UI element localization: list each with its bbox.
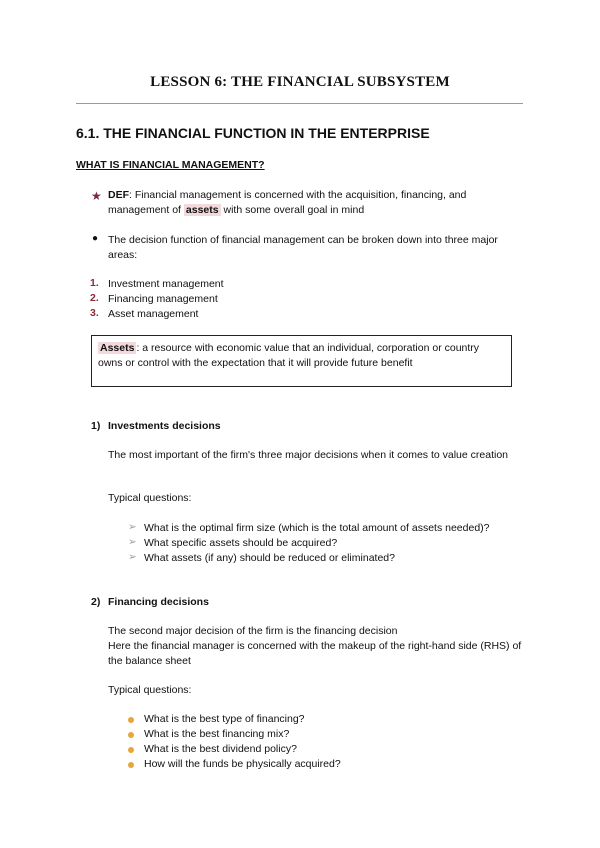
investment-question: What specific assets should be acquired?: [144, 537, 338, 549]
assets-term: Assets: [100, 342, 135, 354]
star-icon: ★: [91, 189, 102, 203]
orange-bullet-icon: [128, 762, 134, 768]
financing-number: 2): [91, 596, 101, 608]
investments-typical-label: Typical questions:: [108, 492, 192, 504]
investment-question: What is the optimal firm size (which is the total amount of assets needed)?: [144, 522, 490, 534]
bullet-dot-icon: ●: [92, 233, 99, 244]
assets-definition-box: [91, 335, 512, 387]
financing-question: What is the best dividend policy?: [144, 743, 297, 755]
orange-bullet-icon: [128, 747, 134, 753]
investments-title: Investments decisions: [108, 420, 221, 432]
arrow-bullet-icon: ➢: [128, 551, 137, 563]
area-item: Financing management: [108, 293, 218, 305]
section-heading: 6.1. THE FINANCIAL FUNCTION IN THE ENTERPRISE: [76, 125, 430, 141]
investments-text: The most important of the firm's three major decisions when it comes to value creation: [108, 449, 509, 461]
orange-bullet-icon: [128, 717, 134, 723]
investments-heading: [91, 420, 221, 432]
def-text-a: : Financial management is concerned with the acquisition, financing, and management of: [108, 189, 467, 216]
orange-bullet-icon: [128, 732, 134, 738]
financing-title: Financing decisions: [108, 596, 209, 608]
financing-question: What is the best type of financing?: [144, 713, 305, 725]
investment-question: What assets (if any) should be reduced or eliminated?: [144, 552, 395, 564]
financing-typical-label: Typical questions:: [108, 684, 192, 696]
financing-text-2: Here the financial manager is concerned with the makeup of the right-hand side (RHS) of the balance sheet: [108, 640, 522, 667]
financing-question: How will the funds be physically acquired?: [144, 758, 341, 770]
area-number: 1.: [90, 277, 99, 289]
investments-number: 1): [91, 420, 101, 432]
financing-question: What is the best financing mix?: [144, 728, 290, 740]
area-number: 3.: [90, 307, 99, 319]
definition-paragraph: [108, 188, 528, 218]
def-label: DEF: [108, 189, 129, 201]
arrow-bullet-icon: ➢: [128, 536, 137, 548]
decision-paragraph: The decision function of financial management can be broken down into three major areas:: [108, 234, 498, 261]
def-text-b: with some overall goal in mind: [220, 204, 365, 216]
assets-definition-text: : a resource with economic value that an individual, corporation or country owns or control with the expectation that it will provide future benefit: [98, 342, 480, 369]
area-item: Investment management: [108, 278, 224, 290]
subheading: WHAT IS FINANCIAL MANAGEMENT?: [76, 159, 265, 171]
lesson-title: LESSON 6: THE FINANCIAL SUBSYSTEM: [150, 74, 450, 90]
title-divider: [76, 103, 523, 104]
financing-text-1: The second major decision of the firm is the financing decision: [108, 625, 398, 637]
area-number: 2.: [90, 292, 99, 304]
arrow-bullet-icon: ➢: [128, 521, 137, 533]
assets-highlight: assets: [185, 204, 219, 216]
area-item: Asset management: [108, 308, 199, 320]
financing-heading: [91, 596, 209, 608]
